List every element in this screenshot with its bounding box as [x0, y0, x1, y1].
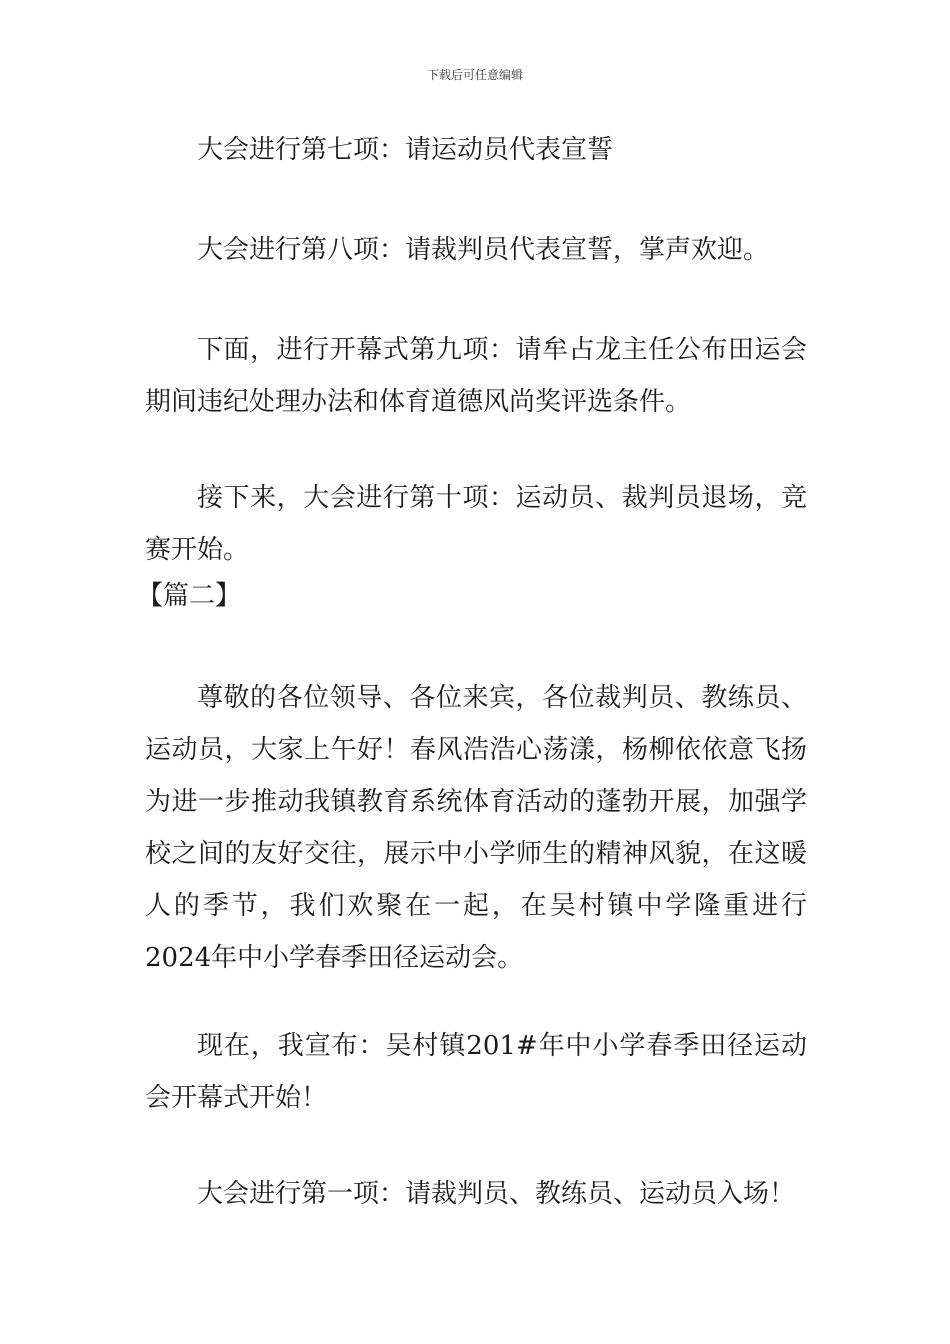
paragraph-item-10: 接下来，大会进行第十项：运动员、裁判员退场，竞赛开始。 [145, 483, 807, 565]
paragraph-item-9: 下面，进行开幕式第九项：请牟占龙主任公布田运会期间违纪处理办法和体育道德风尚奖评选条件。 [145, 335, 807, 417]
paragraph-announcement: 现在，我宣布：吴村镇201#年中小学春季田径运动会开幕式开始！ [145, 1031, 807, 1113]
paragraph-item-1: 大会进行第一项：请裁判员、教练员、运动员入场！ [197, 1179, 796, 1209]
page-header-note: 下载后可任意编辑 [426, 68, 523, 82]
section-heading: 【篇二】 [137, 581, 242, 611]
paragraph-opening-speech: 尊敬的各位领导、各位来宾，各位裁判员、教练员、运动员，大家上午好！春风浩浩心荡漾，杨柳依依意飞扬为进一步推动我镇教育系统体育活动的蓬勃开展，加强学校之间的友好交往，展示中小学师生的精神风貌，在这暖人的季节，我们欢聚在一起，在吴村镇中学隆重进行2024年中小学春季田径运动会。 [145, 683, 807, 973]
paragraph-item-8: 大会进行第八项：请裁判员代表宣誓，掌声欢迎。 [197, 235, 770, 265]
paragraph-item-7: 大会进行第七项：请运动员代表宣誓 [197, 135, 614, 165]
